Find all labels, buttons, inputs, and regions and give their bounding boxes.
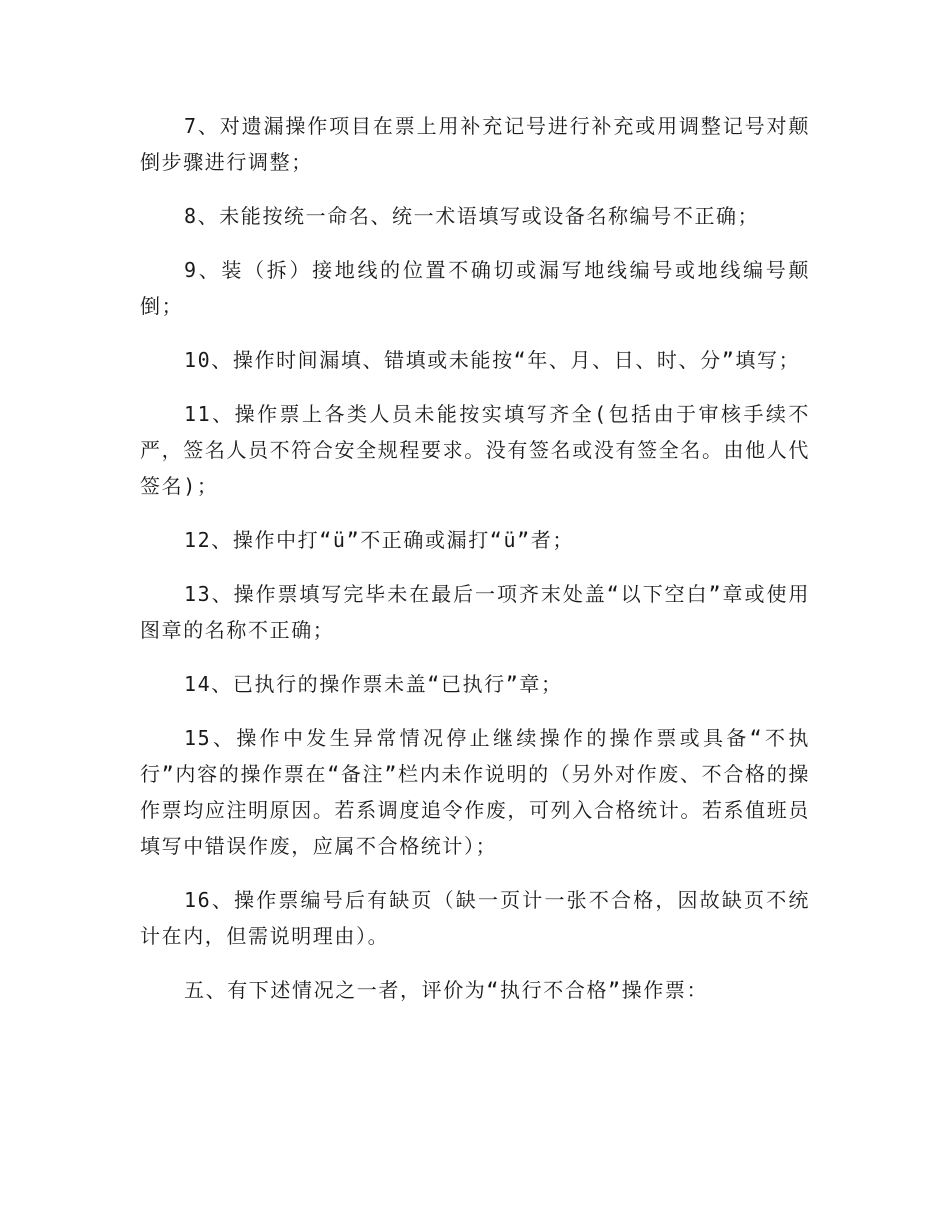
paragraph-item-8: 8、未能按统一命名、统一术语填写或设备名称编号不正确；	[184, 204, 760, 228]
section-heading-5: 五、有下述情况之一者，评价为“执行不合格”操作票：	[184, 978, 709, 1002]
document-body	[140, 108, 810, 1026]
paragraph-item-12: 12、操作中打“ü”不正确或漏打“ü”者；	[184, 528, 574, 552]
paragraph-item-16: 16、操作票编号后有缺页（缺一页计一张不合格，因故缺页不统计在内，但需说明理由）。	[140, 888, 810, 948]
paragraph-item-15: 15、操作中发生异常情况停止继续操作的操作票或具备“不执行”内容的操作票在“备注”栏内未作说明的（另外对作废、不合格的操作票均应注明原因。若系调度追令作废，可列入合格统计。若系值班员填写中错误作废，应属不合格统计）；	[140, 726, 810, 858]
paragraph-item-14: 14、已执行的操作票未盖“已执行”章；	[184, 672, 563, 696]
paragraph-item-7: 7、对遗漏操作项目在票上用补充记号进行补充或用调整记号对颠倒步骤进行调整；	[140, 114, 810, 174]
paragraph-item-11: 11、操作票上各类人员未能按实填写齐全(包括由于审核手续不严，签名人员不符合安全规程要求。没有签名或没有签全名。由他人代签名)；	[140, 402, 810, 498]
paragraph-item-13: 13、操作票填写完毕未在最后一项齐末处盖“以下空白”章或使用图章的名称不正确；	[140, 582, 810, 642]
paragraph-item-10: 10、操作时间漏填、错填或未能按“年、月、日、时、分”填写；	[184, 348, 801, 372]
paragraph-item-9: 9、装（拆）接地线的位置不确切或漏写地线编号或地线编号颠倒；	[140, 258, 810, 318]
